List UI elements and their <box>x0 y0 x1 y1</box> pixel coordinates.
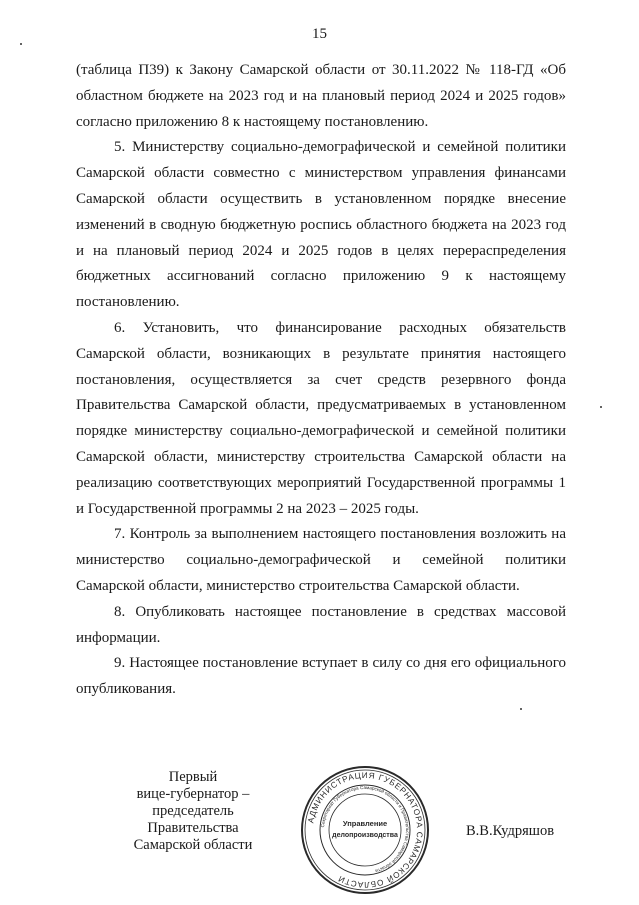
signatory-title-line: вице-губернатор – <box>136 786 250 802</box>
paragraph-7: 7. Контроль за выполнением настоящего постановления возложить на министерство социально-демографической и семейной политики Самарской области, министерство строительства Самарской области. <box>76 526 566 594</box>
paragraph-5: 5. Министерству социально-демографической и семейной политики Самарской области совместно с министерством управления финансами Самарской области осуществить в установленном порядке внесение изменений в сводную бюджетную роспись областного бюджета на 2023 год и на плановый период 2024 и 2025 годов в целях перераспределения бюджетных ассигнований согласно приложению 9 к настоящему постановлению. <box>76 139 566 311</box>
seal-inner-text: Секретариат Губернатора Самарской области и Правительства Самарской области <box>320 784 411 874</box>
svg-text:Секретариат Губернатора Самарс <box>320 785 410 874</box>
scan-speck <box>20 43 22 45</box>
document-body <box>76 58 566 703</box>
scan-speck <box>600 406 602 408</box>
seal-center-line-1: Управление <box>342 819 388 828</box>
seal-center-line-2: делопроизводства <box>332 832 398 839</box>
signatory-title-line: председатель Правительства <box>147 803 239 836</box>
signatory-title-line: Первый <box>168 769 218 785</box>
seal-outer-text: АДМИНИСТРАЦИЯ ГУБЕРНАТОРА САМАРСКОЙ ОБЛАСТИ <box>306 770 425 890</box>
paragraph-6: 6. Установить, что финансирование расходных обязательств Самарской области, возникающих в результате принятия настоящего постановления, осуществляется за счет средств резервного фонда Правительства Самарской области, предусматриваемых в установленном порядке министерству социально-демографической и семейной политики Самарской области, министерству строительства Самарской области на реализацию соответствующих мероприятий Государственной программы 1 и Государственной программы 2 на 2023 – 2025 годы. <box>76 319 566 517</box>
signatory-title-line: Самарской области <box>133 837 253 853</box>
page-number: 15 <box>312 26 327 42</box>
signatory-title <box>118 769 268 854</box>
paragraph-continuation: (таблица П39) к Закону Самарской области от 30.11.2022 № 118-ГД «Об областном бюджете на 2023 год и на плановый период 2024 и 2025 годов» согласно приложению 8 к настоящему постановлению. <box>76 62 566 130</box>
paragraph-8: 8. Опубликовать настоящее постановление в средствах массовой информации. <box>76 603 566 646</box>
paragraph-9: 9. Настоящее постановление вступает в силу со дня его официального опубликования. <box>76 655 566 698</box>
scan-speck <box>520 708 522 710</box>
signatory-name: В.В.Кудряшов <box>466 823 555 839</box>
official-seal <box>290 764 440 896</box>
